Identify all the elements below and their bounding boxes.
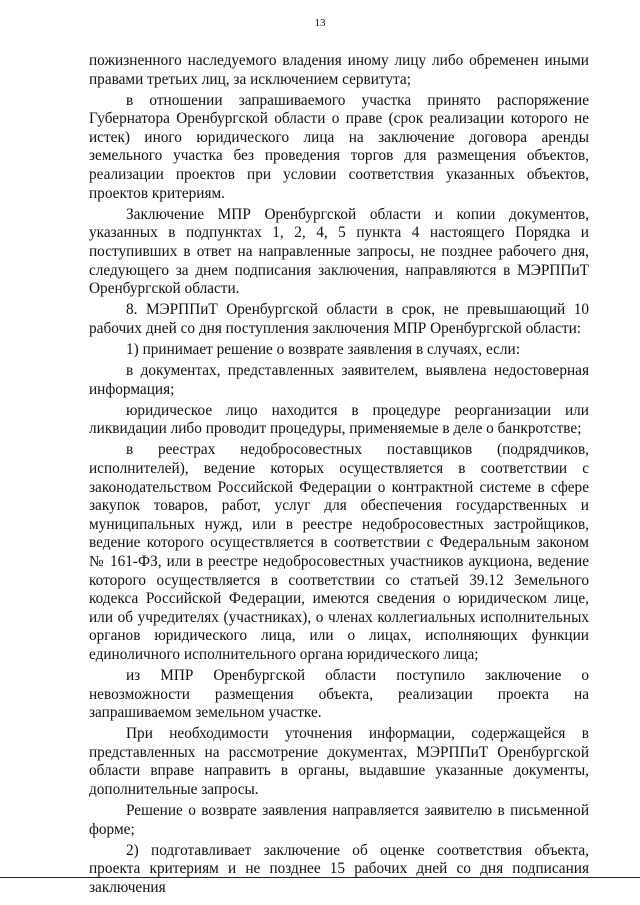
paragraph-3: Заключение МПР Оренбургской области и копии документов, указанных в подпунктах 1, 2, 4, 5 пункта 4 настоящего Порядка и поступивших в ответ на направленные запросы, не позднее рабочего дня, следующего за днем подписания заключения, направляются в МЭРППиТ Оренбургской области. [89,205,589,298]
paragraph-5-subitem-1: 1) принимает решение о возврате заявления в случаях, если: [126,340,520,358]
paragraph-7: юридическое лицо находится в процедуре реорганизации или ликвидации либо проводит процедуры, применяемые в деле о банкротстве; [89,401,589,438]
page-bottom-rule [0,877,640,878]
paragraph-11: Решение о возврате заявления направляется заявителю в письменной форме; [89,802,589,838]
page-number: 13 [314,17,326,29]
paragraph-1: пожизненного наследуемого владения иному лицу либо обременен иными правами третьих лиц, за исключением сервитута; [89,52,589,88]
paragraph-8: в реестрах недобросовестных поставщиков (подрядчиков, исполнителей), ведение которых осуществляется в соответствии с законодательством Российской Федерации о контрактной системе в сфере закупок товаров, работ, услуг для обеспечения государственных и муниципальных нужд, или в реестре недобросовестных застройщиков, ведение которого осуществляется в соответствии с Федеральным законом № 161-ФЗ, или в реестре недобросовестных участников аукциона, ведение которого осуществляется в соответствии со статьей 39.12 Земельного кодекса Российской Федерации, имеются сведения о юридическом лице, или об учредителях (участниках), о членах коллегиальных исполнительных органов юридического лица, или о лицах, исполняющих функции единоличного исполнительного органа юридического лица; [89,441,589,663]
paragraph-4-item-8: 8. МЭРППиТ Оренбургской области в срок, не превышающий 10 рабочих дней со дня поступления заключения МПР Оренбургской области: [89,301,589,337]
paragraph-2: в отношении запрашиваемого участка принято распоряжение Губернатора Оренбургской области о праве (срок реализации которого не истек) иного юридического лица на заключение договора аренды земельного участка без проведения торгов для размещения объектов, реализации проектов при условии соответствия указанных объектов, проектов критериям. [89,91,589,202]
paragraph-12-subitem-2: 2) подготавливает заключение об оценке соответствия объекта, проекта критериям и не позднее 15 рабочих дней со дня подписания заключения [89,841,589,897]
paragraph-10: При необходимости уточнения информации, содержащейся в представленных на рассмотрение документах, МЭРППиТ Оренбургской области вправе направить в органы, выдавшие указанные документы, дополнительные запросы. [89,725,589,799]
document-body [89,52,589,898]
paragraph-6: в документах, представленных заявителем, выявлена недостоверная информация; [89,362,589,398]
paragraph-9: из МПР Оренбургской области поступило заключение о невозможности размещения объекта, реализации проекта на запрашиваемом земельном участке. [89,667,589,722]
